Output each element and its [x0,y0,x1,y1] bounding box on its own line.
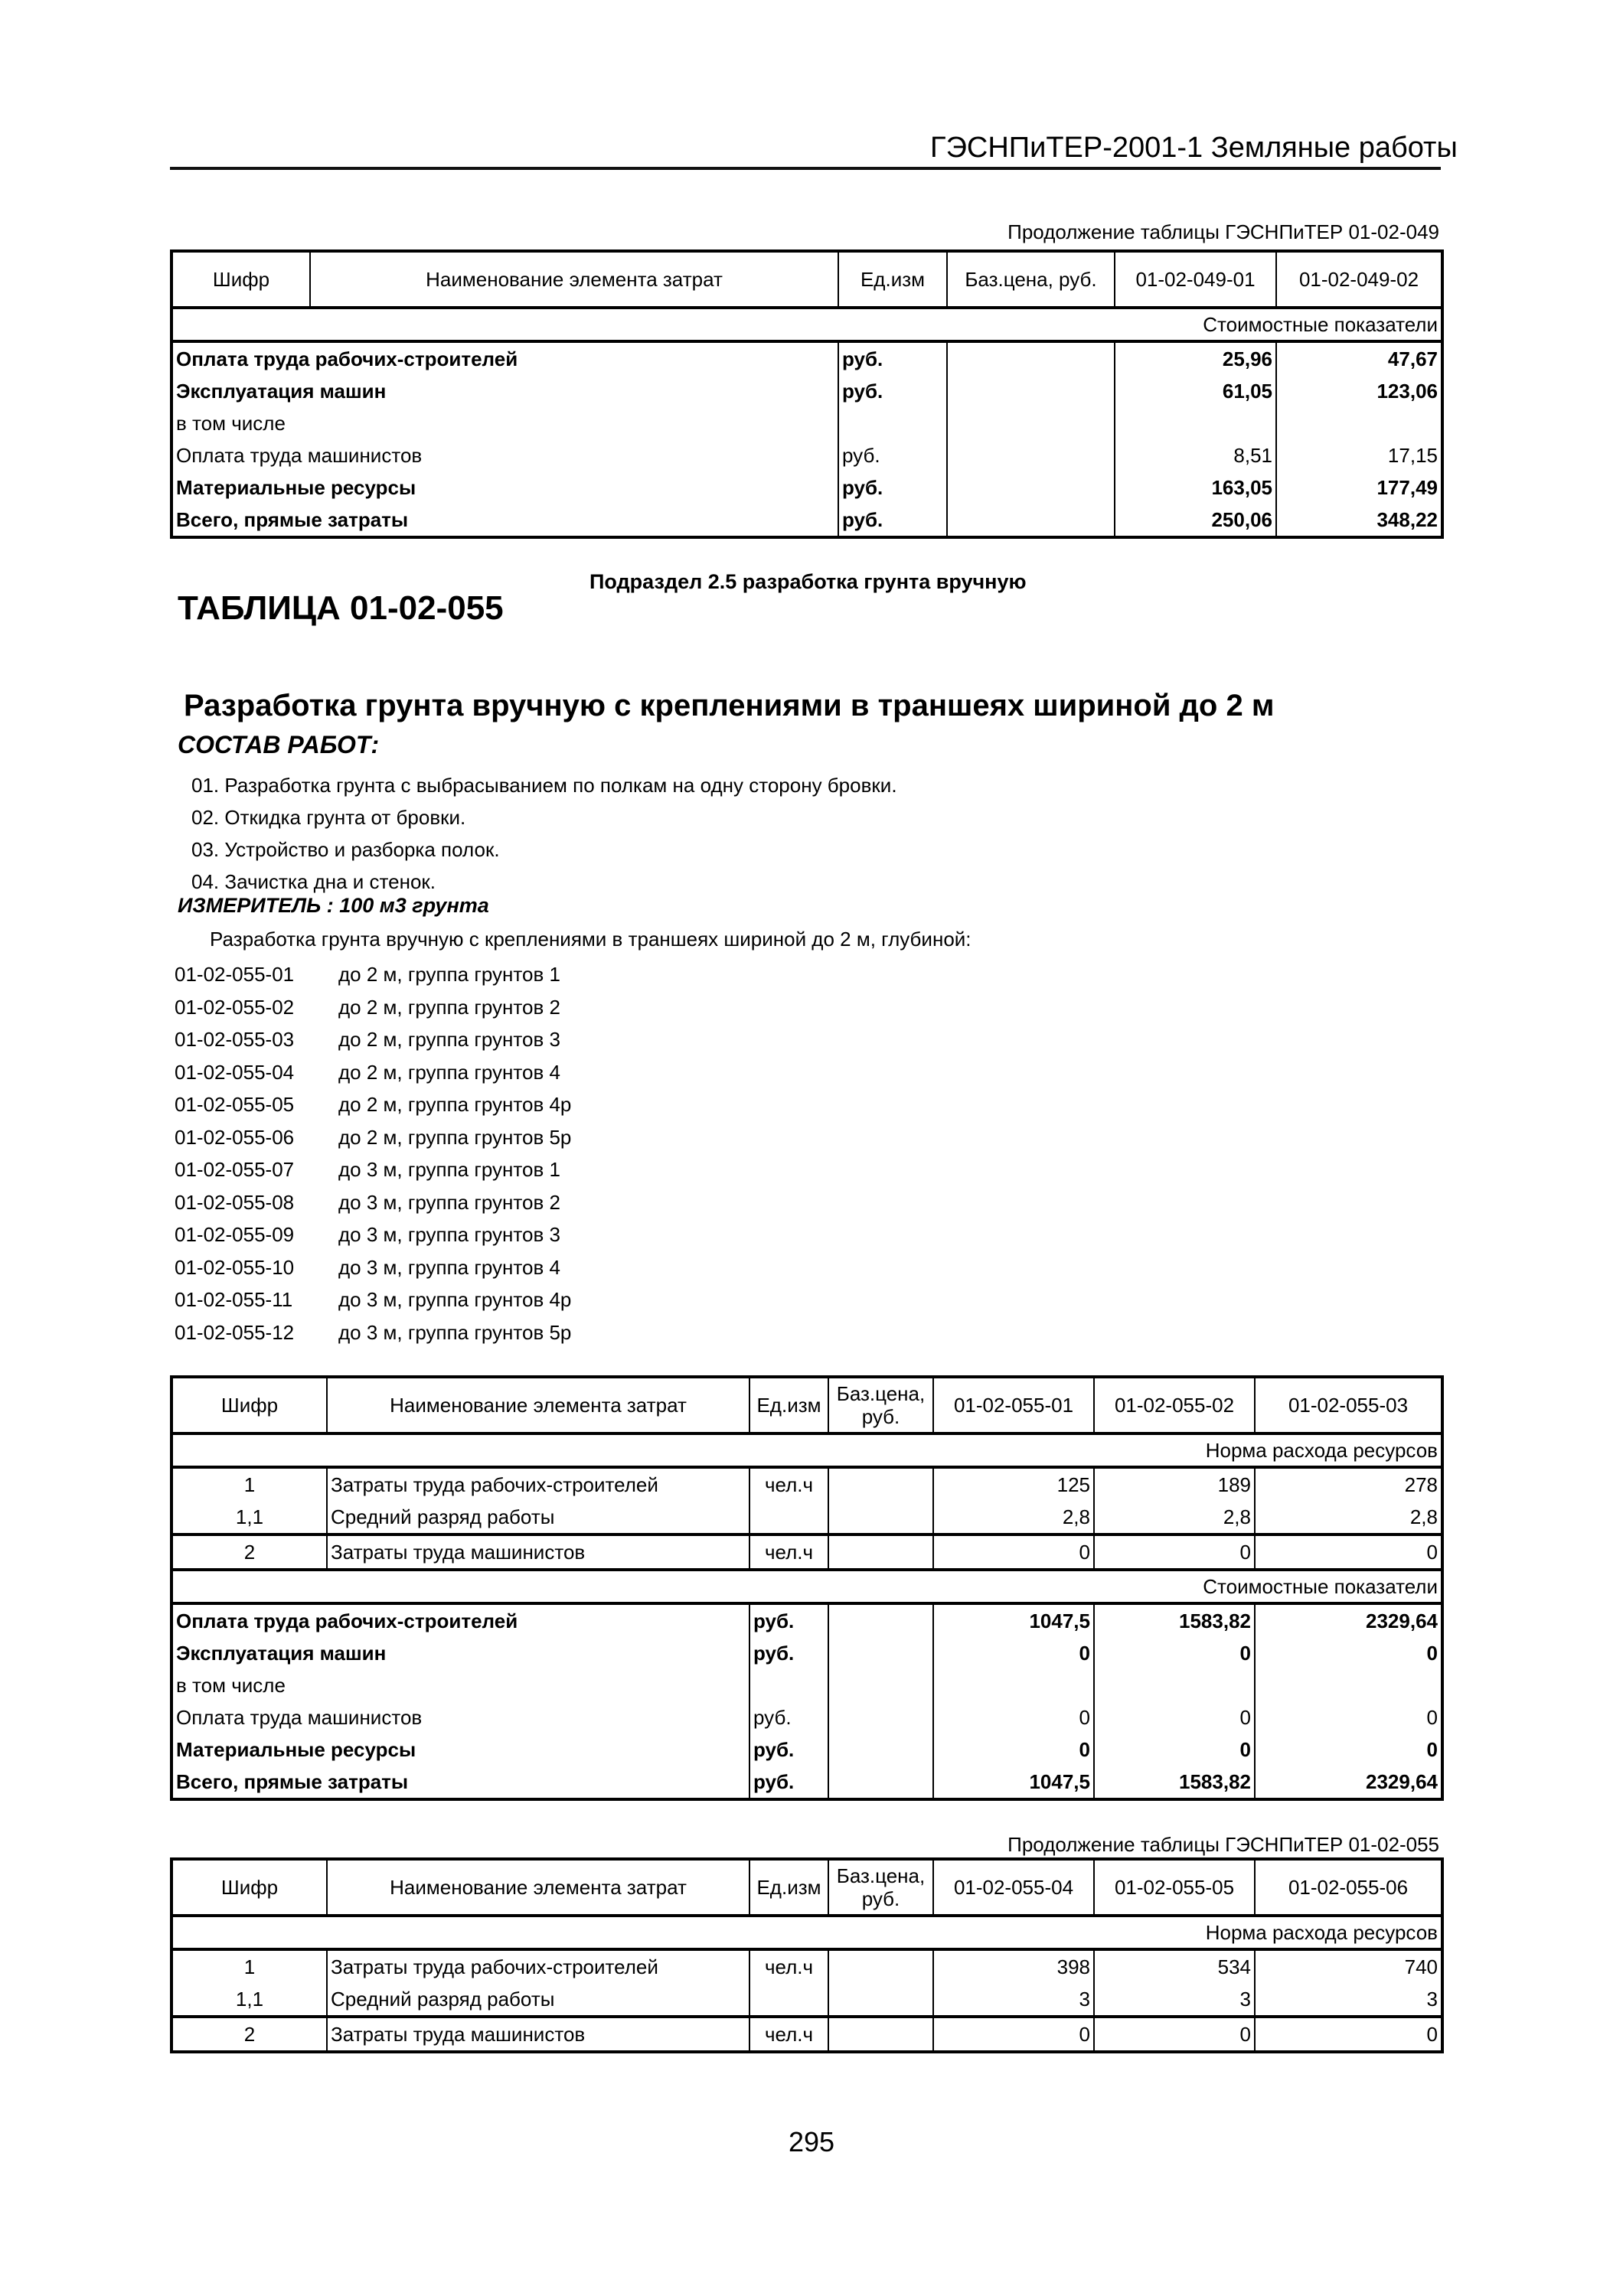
row-value: 740 [1255,1949,1442,1983]
row-base [947,471,1115,504]
header-rule [170,167,1441,170]
variant-code: 01-02-055-05 [175,1093,295,1116]
variant-item [175,1186,571,1219]
table-row [171,407,1442,439]
header-code: Шифр [171,1859,327,1916]
work-item: 01. Разработка грунта с выбрасыванием по полкам на одну сторону бровки. [191,774,897,797]
header-col-2: 01-02-055-05 [1094,1859,1255,1916]
variant-desc: до 3 м, группа грунтов 5р [338,1320,572,1344]
work-item: 04. Зачистка дна и стенок. [191,870,436,893]
variant-desc: до 3 м, группа грунтов 4 [338,1255,560,1279]
row-code: 2 [171,2017,327,2052]
table-row [171,1949,1442,1983]
row-base [828,2017,933,2052]
row-value: 1047,5 [933,1603,1094,1637]
row-base [947,407,1115,439]
row-base [828,1983,933,2017]
variant-code: 01-02-055-06 [175,1125,295,1149]
header-name: Наименование элемента затрат [327,1377,749,1433]
row-name: Всего, прямые затраты [171,504,838,537]
variant-item [175,958,571,991]
row-name: в том числе [171,1669,749,1701]
row-unit: руб. [838,471,947,504]
row-value: 398 [933,1949,1094,1983]
variant-code: 01-02-055-03 [175,1028,295,1051]
row-base [828,1766,933,1799]
row-value [1255,1669,1442,1701]
row-value: 0 [933,1701,1094,1733]
header-base-price: Баз.цена, руб. [828,1859,933,1916]
variant-item [175,991,571,1024]
row-name: Затраты труда машинистов [327,2017,749,2052]
row-base [947,341,1115,375]
row-value: 1583,82 [1094,1766,1255,1799]
row-value: 1047,5 [933,1766,1094,1799]
table-row [171,1766,1442,1799]
header-code: Шифр [171,251,310,308]
variant-item [175,1088,571,1121]
variant-code: 01-02-055-11 [175,1288,293,1311]
variant-desc: до 2 м, группа грунтов 1 [338,963,560,986]
variant-code: 01-02-055-07 [175,1158,295,1181]
row-base [828,1603,933,1637]
variant-code: 01-02-055-08 [175,1190,295,1214]
row-value: 125 [933,1467,1094,1501]
row-name: Эксплуатация машин [171,1637,749,1669]
row-base [828,1669,933,1701]
table-049-continuation [170,249,1444,539]
table-row [171,1701,1442,1733]
row-value: 189 [1094,1467,1255,1501]
row-value: 0 [1255,1534,1442,1570]
table-row [171,1467,1442,1501]
row-value: 534 [1094,1949,1255,1983]
row-name: Оплата труда рабочих-строителей [171,1603,749,1637]
table-055-caption: Продолжение таблицы ГЭСНПиТЕР 01-02-055 [1007,1833,1439,1856]
header-unit: Ед.изм [749,1377,828,1433]
row-unit [749,1669,828,1701]
header-unit: Ед.изм [838,251,947,308]
row-value: 2329,64 [1255,1603,1442,1637]
header-col-1: 01-02-049-01 [1115,251,1276,308]
table-row [171,375,1442,407]
row-value: 0 [1094,1534,1255,1570]
row-value: 3 [933,1983,1094,2017]
table-header-row [171,251,1442,308]
table-row [171,1637,1442,1669]
table-row [171,471,1442,504]
section-label: Норма расхода ресурсов [171,1433,1442,1467]
header-col-2: 01-02-049-02 [1276,251,1442,308]
table-row [171,439,1442,471]
row-code: 1,1 [171,1983,327,2017]
table-049-caption: Продолжение таблицы ГЭСНПиТЕР 01-02-049 [1007,220,1439,243]
page-number: 295 [788,2126,835,2157]
table-header-row [171,1859,1442,1916]
header-name: Наименование элемента затрат [310,251,838,308]
row-unit [749,1501,828,1534]
variant-item [175,1316,571,1349]
variant-desc: до 3 м, группа грунтов 1 [338,1158,560,1181]
variant-item [175,1056,571,1089]
row-code: 2 [171,1534,327,1570]
row-name: Затраты труда машинистов [327,1534,749,1570]
row-base [828,1534,933,1570]
row-value: 0 [1255,1701,1442,1733]
row-value: 2329,64 [1255,1766,1442,1799]
row-name: в том числе [171,407,838,439]
row-value: 2,8 [1094,1501,1255,1534]
variant-desc: до 2 м, группа грунтов 3 [338,1028,560,1051]
variant-item [175,1023,571,1056]
variant-code: 01-02-055-04 [175,1060,295,1084]
header-base-price: Баз.цена, руб. [828,1377,933,1433]
row-unit: чел.ч [749,1467,828,1501]
row-base [947,375,1115,407]
row-unit: руб. [749,1733,828,1766]
row-unit: руб. [749,1766,828,1799]
variant-item [175,1121,571,1154]
row-base [828,1733,933,1766]
row-name: Материальные ресурсы [171,471,838,504]
row-value: 1583,82 [1094,1603,1255,1637]
variant-list [175,958,571,1349]
section-label: Стоимостные показатели [171,1570,1442,1603]
header-col-3: 01-02-055-03 [1255,1377,1442,1433]
section-label: Стоимостные показатели [171,308,1442,341]
row-name: Средний разряд работы [327,1501,749,1534]
table-row [171,341,1442,375]
header-base-price: Баз.цена, руб. [947,251,1115,308]
work-item: 02. Откидка грунта от бровки. [191,806,466,829]
row-value: 0 [1094,2017,1255,2052]
row-value [1276,407,1442,439]
row-unit: руб. [838,439,947,471]
header-col-3: 01-02-055-06 [1255,1859,1442,1916]
row-unit: руб. [838,341,947,375]
row-name: Оплата труда рабочих-строителей [171,341,838,375]
row-base [828,1501,933,1534]
row-value: 2,8 [933,1501,1094,1534]
row-base [947,439,1115,471]
variant-code: 01-02-055-01 [175,963,295,986]
row-name: Затраты труда рабочих-строителей [327,1467,749,1501]
row-value: 0 [933,1534,1094,1570]
header-unit: Ед.изм [749,1859,828,1916]
header-col-2: 01-02-055-02 [1094,1377,1255,1433]
variant-intro: Разработка грунта вручную с креплениями в траншеях шириной до 2 м, глубиной: [210,928,972,951]
variant-code: 01-02-055-09 [175,1223,295,1246]
table-row [171,1603,1442,1637]
row-name: Материальные ресурсы [171,1733,749,1766]
row-value: 0 [933,1733,1094,1766]
row-unit: руб. [838,504,947,537]
section-row [171,1916,1442,1949]
row-unit [749,1983,828,2017]
section-row [171,1570,1442,1603]
variant-desc: до 2 м, группа грунтов 4 [338,1060,560,1084]
variant-desc: до 3 м, группа грунтов 4р [338,1288,572,1311]
variant-item [175,1283,571,1316]
running-header: ГЭСНПиТЕР-2001-1 Земляные работы [930,132,1458,164]
row-code: 1 [171,1467,327,1501]
row-name: Средний разряд работы [327,1983,749,2017]
row-value: 47,67 [1276,341,1442,375]
row-name: Оплата труда машинистов [171,1701,749,1733]
header-name: Наименование элемента затрат [327,1859,749,1916]
meter-label: ИЗМЕРИТЕЛЬ : 100 м3 грунта [178,894,489,917]
row-base [828,1637,933,1669]
work-list [191,769,897,898]
row-name: Затраты труда рабочих-строителей [327,1949,749,1983]
variant-item [175,1153,571,1186]
section-row [171,308,1442,341]
row-value [1094,1669,1255,1701]
row-name: Оплата труда машинистов [171,439,838,471]
table-row [171,1534,1442,1570]
variant-item [175,1218,571,1251]
row-base [828,1949,933,1983]
main-title: Разработка грунта вручную с креплениями в траншеях шириной до 2 м [184,689,1275,722]
header-col-1: 01-02-055-01 [933,1377,1094,1433]
work-item: 03. Устройство и разборка полок. [191,838,500,861]
row-value: 0 [1094,1733,1255,1766]
row-value: 0 [933,1637,1094,1669]
row-name: Эксплуатация машин [171,375,838,407]
section-label: Норма расхода ресурсов [171,1916,1442,1949]
row-code: 1,1 [171,1501,327,1534]
row-unit: чел.ч [749,1534,828,1570]
variant-code: 01-02-055-02 [175,995,295,1019]
variant-item [175,1251,571,1284]
row-value: 0 [933,2017,1094,2052]
table-title: ТАБЛИЦА 01-02-055 [178,589,504,627]
row-value: 0 [1255,2017,1442,2052]
row-unit: чел.ч [749,2017,828,2052]
row-code: 1 [171,1949,327,1983]
row-unit: руб. [838,375,947,407]
table-055-part2 [170,1857,1444,2053]
row-unit: руб. [749,1701,828,1733]
variant-desc: до 2 м, группа грунтов 5р [338,1125,572,1149]
row-value [933,1669,1094,1701]
row-base [828,1467,933,1501]
row-value: 8,51 [1115,439,1276,471]
variant-code: 01-02-055-12 [175,1320,295,1344]
row-value: 17,15 [1276,439,1442,471]
row-value: 2,8 [1255,1501,1442,1534]
row-value [1115,407,1276,439]
section-row [171,1433,1442,1467]
row-base [947,504,1115,537]
row-value: 278 [1255,1467,1442,1501]
row-value: 25,96 [1115,341,1276,375]
variant-code: 01-02-055-10 [175,1255,295,1279]
row-unit: чел.ч [749,1949,828,1983]
variant-desc: до 3 м, группа грунтов 3 [338,1223,560,1246]
row-unit: руб. [749,1603,828,1637]
row-value: 0 [1094,1637,1255,1669]
row-value: 0 [1255,1637,1442,1669]
row-value: 3 [1094,1983,1255,2017]
table-row [171,1669,1442,1701]
row-value: 123,06 [1276,375,1442,407]
variant-desc: до 3 м, группа грунтов 2 [338,1190,560,1214]
row-value: 61,05 [1115,375,1276,407]
row-value: 0 [1255,1733,1442,1766]
variant-desc: до 2 м, группа грунтов 4р [338,1093,572,1116]
table-row [171,1983,1442,2017]
row-name: Всего, прямые затраты [171,1766,749,1799]
row-value: 250,06 [1115,504,1276,537]
row-unit: руб. [749,1637,828,1669]
composition-label: СОСТАВ РАБОТ: [178,731,380,758]
row-value: 177,49 [1276,471,1442,504]
table-row [171,2017,1442,2052]
header-code: Шифр [171,1377,327,1433]
subsection-title: Подраздел 2.5 разработка грунта вручную [589,570,1027,593]
table-header-row [171,1377,1442,1433]
row-value: 3 [1255,1983,1442,2017]
row-value: 348,22 [1276,504,1442,537]
header-col-1: 01-02-055-04 [933,1859,1094,1916]
table-row [171,504,1442,537]
table-row [171,1501,1442,1534]
row-unit [838,407,947,439]
row-value: 0 [1094,1701,1255,1733]
row-value: 163,05 [1115,471,1276,504]
variant-desc: до 2 м, группа грунтов 2 [338,995,560,1019]
row-base [828,1701,933,1733]
table-055-part1 [170,1375,1444,1801]
table-row [171,1733,1442,1766]
